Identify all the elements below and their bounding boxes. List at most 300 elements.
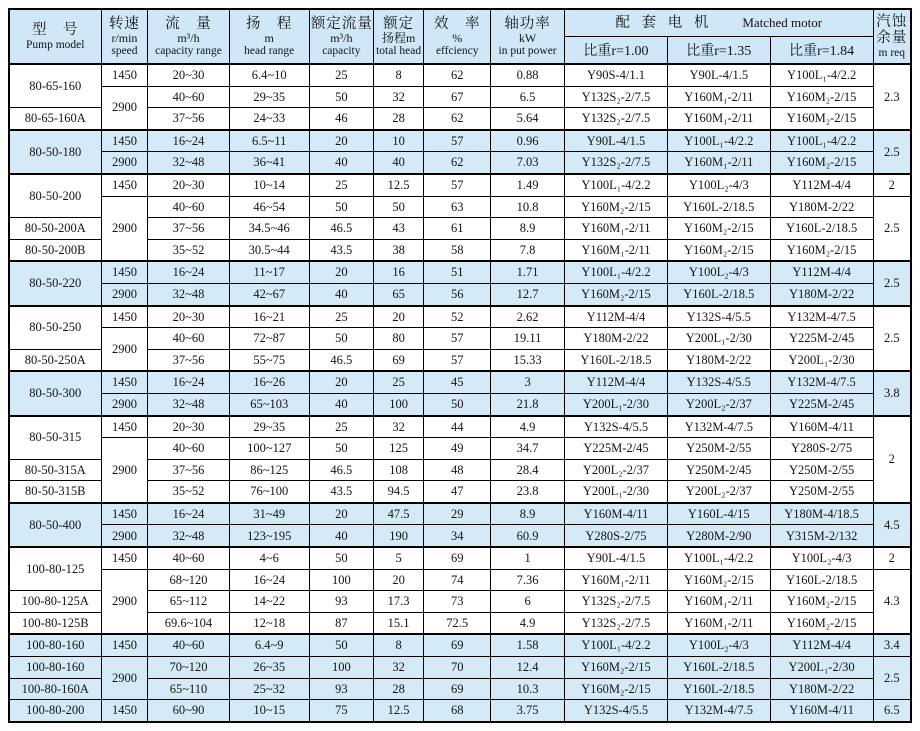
header-efficiency-zh: 效 率	[433, 15, 481, 32]
motor-r184-cell: Y160M-4/11	[770, 700, 873, 722]
motor-r135-cell: Y160M₁-2/11	[667, 152, 770, 174]
head-range-cell: 6.4~9	[229, 634, 309, 656]
motor-r135-cell: Y132S-4/5.5	[667, 371, 770, 393]
motor-r184-cell: Y132M-4/7.5	[770, 371, 873, 393]
rated-head-cell: 32	[373, 657, 424, 679]
motor-r184-cell: Y100L₁-4/2.2	[770, 130, 873, 152]
table-row	[9, 371, 911, 393]
motor-r100-cell: Y100L₁-4/2.2	[565, 634, 668, 656]
header-rated-head-zh: 额定	[383, 15, 415, 32]
motor-r135-cell: Y160L-2/18.5	[667, 196, 770, 218]
motor-r135-cell: Y100L₁-4/2.2	[667, 547, 770, 569]
motor-r184-cell: Y250M-2/55	[770, 481, 873, 503]
power-cell: 7.36	[491, 569, 565, 591]
header-model-zh: 型 号	[32, 21, 79, 38]
head-range-cell: 123~195	[229, 525, 309, 547]
rated-head-cell: 28	[373, 678, 424, 700]
table-row	[9, 393, 911, 415]
efficiency-cell: 57	[424, 349, 491, 371]
power-cell: 3	[491, 371, 565, 393]
power-cell: 21.8	[491, 393, 565, 415]
motor-r100-cell: Y132S₂-2/7.5	[565, 591, 668, 613]
model-cell: 80-50-250A	[9, 349, 101, 371]
power-cell: 5.64	[491, 108, 565, 130]
power-cell: 19.11	[491, 328, 565, 350]
motor-r100-cell: Y180M-2/22	[565, 328, 668, 350]
power-cell: 0.96	[491, 130, 565, 152]
head-range-cell: 26~35	[229, 657, 309, 679]
efficiency-cell: 29	[424, 503, 491, 525]
capacity-range-cell: 37~56	[148, 459, 229, 481]
header-power	[491, 9, 565, 64]
rated-head-cell: 100	[373, 393, 424, 415]
head-range-cell: 16~21	[229, 306, 309, 328]
head-range-cell: 12~18	[229, 612, 309, 634]
rated-head-cell: 20	[373, 569, 424, 591]
rated-head-cell: 12.5	[373, 700, 424, 722]
rated-capacity-cell: 43.5	[309, 481, 373, 503]
motor-r100-cell: Y90L-4/1.5	[565, 130, 668, 152]
head-range-cell: 16~26	[229, 371, 309, 393]
motor-r135-cell: Y200L₂-2/37	[667, 393, 770, 415]
header-speed-en: speed	[111, 44, 138, 57]
efficiency-cell: 44	[424, 416, 491, 438]
capacity-range-cell: 60~90	[148, 700, 229, 722]
head-range-cell: 42~67	[229, 283, 309, 305]
efficiency-cell: 49	[424, 438, 491, 460]
npsh-cell: 2.5	[873, 306, 911, 372]
motor-r100-cell: Y132S₂-2/7.5	[565, 152, 668, 174]
rated-capacity-cell: 100	[309, 657, 373, 679]
efficiency-cell: 58	[424, 239, 491, 261]
capacity-range-cell: 32~48	[148, 393, 229, 415]
motor-r184-cell: Y315M-2/132	[770, 525, 873, 547]
efficiency-cell: 72.5	[424, 612, 491, 634]
speed-cell: 1450	[101, 371, 148, 393]
motor-r184-cell: Y100L₂-4/3	[770, 547, 873, 569]
capacity-range-cell: 16~24	[148, 371, 229, 393]
head-range-cell: 29~35	[229, 86, 309, 108]
head-range-cell: 25~32	[229, 678, 309, 700]
npsh-cell: 2.5	[873, 130, 911, 174]
motor-r100-cell: Y132S₂-2/7.5	[565, 108, 668, 130]
model-cell: 80-50-300	[9, 371, 101, 415]
model-cell: 80-50-180	[9, 130, 101, 174]
motor-r100-cell: Y160L-2/18.5	[565, 349, 668, 371]
capacity-range-cell: 20~30	[148, 416, 229, 438]
head-range-cell: 16~24	[229, 569, 309, 591]
capacity-range-cell: 32~48	[148, 283, 229, 305]
header-speed-unit: r/min	[111, 31, 138, 46]
npsh-cell: 6.5	[873, 700, 911, 722]
header-head-range-zh: 扬 程	[245, 15, 293, 32]
pump-spec-table	[8, 8, 912, 723]
rated-capacity-cell: 50	[309, 328, 373, 350]
efficiency-cell: 47	[424, 481, 491, 503]
rated-head-cell: 5	[373, 547, 424, 569]
rated-head-cell: 10	[373, 130, 424, 152]
head-range-cell: 11~17	[229, 261, 309, 283]
speed-cell: 1450	[101, 634, 148, 656]
speed-cell: 2900	[101, 152, 148, 174]
rated-capacity-cell: 46.5	[309, 349, 373, 371]
motor-r100-cell: Y160M₁-2/11	[565, 569, 668, 591]
motor-r100-cell: Y160M₂-2/15	[565, 678, 668, 700]
capacity-range-cell: 40~60	[148, 547, 229, 569]
model-cell: 80-50-200	[9, 174, 101, 218]
power-cell: 2.62	[491, 306, 565, 328]
head-range-cell: 10~15	[229, 700, 309, 722]
motor-r135-cell: Y160M₁-2/11	[667, 108, 770, 130]
motor-r100-cell: Y132S₂-2/7.5	[565, 612, 668, 634]
motor-r184-cell: Y180M-2/22	[770, 283, 873, 305]
header-motor-r135: 比重r=1.35	[667, 37, 770, 65]
motor-r100-cell: Y132S-4/5.5	[565, 416, 668, 438]
motor-r184-cell: Y160M₂-2/15	[770, 108, 873, 130]
model-cell: 80-50-200B	[9, 239, 101, 261]
rated-head-cell: 108	[373, 459, 424, 481]
motor-r100-cell: Y90L-4/1.5	[565, 547, 668, 569]
model-cell: 100-80-200	[9, 700, 101, 722]
header-motor-r100: 比重r=1.00	[565, 37, 668, 65]
capacity-range-cell: 16~24	[148, 261, 229, 283]
head-range-cell: 55~75	[229, 349, 309, 371]
rated-capacity-cell: 46.5	[309, 459, 373, 481]
rated-capacity-cell: 46.5	[309, 218, 373, 240]
capacity-range-cell: 65~112	[148, 591, 229, 613]
motor-r184-cell: Y160L-2/18.5	[770, 218, 873, 240]
rated-head-cell: 65	[373, 283, 424, 305]
capacity-range-cell: 37~56	[148, 349, 229, 371]
motor-r135-cell: Y100L₁-4/2.2	[667, 130, 770, 152]
motor-r135-cell: Y250M-2/45	[667, 459, 770, 481]
power-cell: 12.4	[491, 657, 565, 679]
head-range-cell: 65~103	[229, 393, 309, 415]
table-row	[9, 130, 911, 152]
speed-cell: 1450	[101, 261, 148, 283]
capacity-range-cell: 65~110	[148, 678, 229, 700]
model-cell: 80-50-315B	[9, 481, 101, 503]
speed-cell: 2900	[101, 86, 148, 130]
capacity-range-cell: 20~30	[148, 174, 229, 196]
rated-capacity-cell: 40	[309, 525, 373, 547]
header-capacity-range	[148, 9, 229, 64]
header-model	[9, 9, 101, 64]
header-matched-motor-group	[565, 9, 873, 37]
motor-r184-cell: Y250M-2/55	[770, 459, 873, 481]
motor-r184-cell: Y112M-4/4	[770, 174, 873, 196]
rated-capacity-cell: 40	[309, 283, 373, 305]
rated-capacity-cell: 40	[309, 152, 373, 174]
efficiency-cell: 51	[424, 261, 491, 283]
motor-r100-cell: Y160M₁-2/11	[565, 239, 668, 261]
motor-r184-cell: Y200L₁-2/30	[770, 349, 873, 371]
table-row	[9, 634, 911, 656]
rated-capacity-cell: 20	[309, 371, 373, 393]
rated-capacity-cell: 93	[309, 678, 373, 700]
motor-r100-cell: Y112M-4/4	[565, 306, 668, 328]
motor-r100-cell: Y200L₂-2/37	[565, 459, 668, 481]
header-capacity-range-zh: 流 量	[165, 15, 212, 32]
motor-r184-cell: Y180M-2/22	[770, 678, 873, 700]
head-range-cell: 4~6	[229, 547, 309, 569]
rated-capacity-cell: 50	[309, 438, 373, 460]
head-range-cell: 100~127	[229, 438, 309, 460]
header-row-1	[9, 9, 911, 37]
capacity-range-cell: 40~60	[148, 328, 229, 350]
header-rated-capacity	[309, 9, 373, 64]
header-speed	[101, 9, 148, 64]
model-cell: 80-50-200A	[9, 218, 101, 240]
head-range-cell: 6.5~11	[229, 130, 309, 152]
speed-cell: 2900	[101, 328, 148, 372]
header-npsh-zh2: 余量	[876, 30, 908, 47]
header-rated-head-en: total head	[376, 44, 422, 57]
motor-r135-cell: Y160L-2/18.5	[667, 283, 770, 305]
power-cell: 7.03	[491, 152, 565, 174]
table-row	[9, 438, 911, 460]
power-cell: 60.9	[491, 525, 565, 547]
rated-capacity-cell: 46	[309, 108, 373, 130]
motor-r135-cell: Y280M-2/90	[667, 525, 770, 547]
header-head-range-en: head range	[244, 44, 295, 57]
rated-capacity-cell: 43.5	[309, 239, 373, 261]
speed-cell: 2900	[101, 525, 148, 547]
header-rated-head	[373, 9, 424, 64]
motor-r135-cell: Y132S-4/5.5	[667, 306, 770, 328]
speed-cell: 1450	[101, 130, 148, 152]
table-row	[9, 261, 911, 283]
header-npsh-zh1: 汽蚀	[876, 13, 908, 30]
motor-r135-cell: Y160M₁-2/11	[667, 612, 770, 634]
capacity-range-cell: 20~30	[148, 306, 229, 328]
power-cell: 34.7	[491, 438, 565, 460]
model-cell: 100-80-160A	[9, 678, 101, 700]
rated-capacity-cell: 100	[309, 569, 373, 591]
header-npsh	[873, 9, 911, 64]
motor-r100-cell: Y160M₂-2/15	[565, 283, 668, 305]
capacity-range-cell: 40~60	[148, 196, 229, 218]
motor-r135-cell: Y160M₂-2/15	[667, 239, 770, 261]
rated-capacity-cell: 25	[309, 306, 373, 328]
capacity-range-cell: 32~48	[148, 525, 229, 547]
speed-cell: 2900	[101, 438, 148, 503]
rated-capacity-cell: 50	[309, 196, 373, 218]
motor-r135-cell: Y250M-2/55	[667, 438, 770, 460]
head-range-cell: 14~22	[229, 591, 309, 613]
header-power-zh: 轴功率	[504, 15, 551, 32]
motor-r184-cell: Y225M-2/45	[770, 328, 873, 350]
table-row	[9, 503, 911, 525]
motor-r100-cell: Y160M₂-2/15	[565, 657, 668, 679]
rated-head-cell: 69	[373, 349, 424, 371]
npsh-cell: 4.5	[873, 503, 911, 547]
table-row	[9, 174, 911, 196]
header-power-unit: kW	[518, 31, 537, 46]
table-row	[9, 306, 911, 328]
header-matched-motor-zh: 配 套 电 机	[615, 15, 713, 31]
header-efficiency	[424, 9, 491, 64]
speed-cell: 2900	[101, 657, 148, 700]
header-rated-head-unit: 扬程m	[381, 31, 416, 46]
power-cell: 6.5	[491, 86, 565, 108]
rated-capacity-cell: 25	[309, 174, 373, 196]
table-row	[9, 64, 911, 86]
motor-r135-cell: Y180M-2/22	[667, 349, 770, 371]
npsh-cell: 3.8	[873, 371, 911, 415]
motor-r100-cell: Y132S₂-2/7.5	[565, 86, 668, 108]
efficiency-cell: 69	[424, 634, 491, 656]
rated-head-cell: 28	[373, 108, 424, 130]
npsh-cell: 2.3	[873, 64, 911, 130]
motor-r135-cell: Y160M₂-2/15	[667, 569, 770, 591]
header-capacity-range-en: capacity range	[155, 44, 222, 57]
power-cell: 1	[491, 547, 565, 569]
rated-head-cell: 40	[373, 152, 424, 174]
efficiency-cell: 52	[424, 306, 491, 328]
table-row	[9, 525, 911, 547]
efficiency-cell: 48	[424, 459, 491, 481]
motor-r100-cell: Y160M₂-2/15	[565, 196, 668, 218]
motor-r135-cell: Y90L-4/1.5	[667, 64, 770, 86]
header-power-en: in put power	[498, 44, 557, 57]
rated-capacity-cell: 40	[309, 393, 373, 415]
motor-r135-cell: Y160M₁-2/11	[667, 591, 770, 613]
rated-head-cell: 32	[373, 86, 424, 108]
rated-capacity-cell: 93	[309, 591, 373, 613]
table-row	[9, 416, 911, 438]
motor-r184-cell: Y112M-4/4	[770, 634, 873, 656]
power-cell: 6	[491, 591, 565, 613]
rated-head-cell: 47.5	[373, 503, 424, 525]
motor-r184-cell: Y280S-2/75	[770, 438, 873, 460]
rated-head-cell: 38	[373, 239, 424, 261]
npsh-cell: 3.4	[873, 634, 911, 656]
motor-r135-cell: Y100L₂-4/3	[667, 174, 770, 196]
rated-capacity-cell: 50	[309, 547, 373, 569]
head-range-cell: 46~54	[229, 196, 309, 218]
capacity-range-cell: 37~56	[148, 108, 229, 130]
motor-r184-cell: Y160L-2/18.5	[770, 569, 873, 591]
power-cell: 7.8	[491, 239, 565, 261]
motor-r135-cell: Y160M₂-2/15	[667, 218, 770, 240]
model-cell: 80-50-250	[9, 306, 101, 350]
header-rated-capacity-unit: m³/h	[330, 31, 353, 46]
capacity-range-cell: 35~52	[148, 239, 229, 261]
rated-head-cell: 8	[373, 634, 424, 656]
npsh-cell: 2.5	[873, 196, 911, 261]
motor-r135-cell: Y132M-4/7.5	[667, 700, 770, 722]
speed-cell: 2900	[101, 196, 148, 261]
header-capacity-range-unit: m³/h	[177, 31, 200, 46]
rated-capacity-cell: 25	[309, 416, 373, 438]
efficiency-cell: 73	[424, 591, 491, 613]
motor-r184-cell: Y160M₂-2/15	[770, 239, 873, 261]
motor-r135-cell: Y160L-2/18.5	[667, 657, 770, 679]
efficiency-cell: 69	[424, 547, 491, 569]
motor-r184-cell: Y200L₁-2/30	[770, 657, 873, 679]
rated-head-cell: 32	[373, 416, 424, 438]
rated-capacity-cell: 87	[309, 612, 373, 634]
motor-r135-cell: Y200L₁-2/30	[667, 328, 770, 350]
motor-r100-cell: Y200L₁-2/30	[565, 393, 668, 415]
capacity-range-cell: 40~60	[148, 634, 229, 656]
header-matched-motor-en: Matched motor	[742, 15, 823, 30]
npsh-cell: 2.5	[873, 657, 911, 700]
motor-r135-cell: Y160M₁-2/11	[667, 86, 770, 108]
head-range-cell: 6.4~10	[229, 64, 309, 86]
motor-r100-cell: Y280S-2/75	[565, 525, 668, 547]
head-range-cell: 76~100	[229, 481, 309, 503]
rated-head-cell: 17.3	[373, 591, 424, 613]
efficiency-cell: 63	[424, 196, 491, 218]
power-cell: 23.8	[491, 481, 565, 503]
speed-cell: 1450	[101, 547, 148, 569]
efficiency-cell: 62	[424, 108, 491, 130]
motor-r135-cell: Y200L₂-2/37	[667, 481, 770, 503]
table-row	[9, 86, 911, 108]
npsh-cell: 2	[873, 416, 911, 503]
capacity-range-cell: 20~30	[148, 64, 229, 86]
head-range-cell: 24~33	[229, 108, 309, 130]
table-row	[9, 700, 911, 722]
npsh-cell: 2	[873, 174, 911, 196]
efficiency-cell: 74	[424, 569, 491, 591]
header-head-range	[229, 9, 309, 64]
head-range-cell: 31~49	[229, 503, 309, 525]
motor-r184-cell: Y180M-4/18.5	[770, 503, 873, 525]
rated-head-cell: 8	[373, 64, 424, 86]
power-cell: 12.7	[491, 283, 565, 305]
table-row	[9, 152, 911, 174]
efficiency-cell: 57	[424, 174, 491, 196]
power-cell: 4.9	[491, 612, 565, 634]
table-row	[9, 547, 911, 569]
speed-cell: 1450	[101, 503, 148, 525]
motor-r184-cell: Y160M-4/11	[770, 416, 873, 438]
motor-r100-cell: Y225M-2/45	[565, 438, 668, 460]
motor-r184-cell: Y160M₂-2/15	[770, 86, 873, 108]
header-head-range-unit: m	[264, 31, 274, 46]
header-motor-r184: 比重r=1.84	[770, 37, 873, 65]
rated-head-cell: 16	[373, 261, 424, 283]
head-range-cell: 29~35	[229, 416, 309, 438]
table-row	[9, 328, 911, 350]
head-range-cell: 34.5~46	[229, 218, 309, 240]
speed-cell: 1450	[101, 174, 148, 196]
power-cell: 3.75	[491, 700, 565, 722]
rated-capacity-cell: 25	[309, 64, 373, 86]
motor-r100-cell: Y200L₁-2/30	[565, 481, 668, 503]
efficiency-cell: 62	[424, 64, 491, 86]
motor-r100-cell: Y132S-4/5.5	[565, 700, 668, 722]
efficiency-cell: 45	[424, 371, 491, 393]
efficiency-cell: 68	[424, 700, 491, 722]
speed-cell: 2900	[101, 283, 148, 305]
header-speed-zh: 转速	[108, 15, 140, 32]
table-header	[9, 9, 911, 64]
rated-capacity-cell: 20	[309, 503, 373, 525]
head-range-cell: 30.5~44	[229, 239, 309, 261]
efficiency-cell: 70	[424, 657, 491, 679]
npsh-cell: 2.5	[873, 261, 911, 305]
efficiency-cell: 69	[424, 678, 491, 700]
capacity-range-cell: 16~24	[148, 503, 229, 525]
speed-cell: 1450	[101, 306, 148, 328]
speed-cell: 2900	[101, 393, 148, 415]
rated-capacity-cell: 50	[309, 86, 373, 108]
capacity-range-cell: 40~60	[148, 86, 229, 108]
